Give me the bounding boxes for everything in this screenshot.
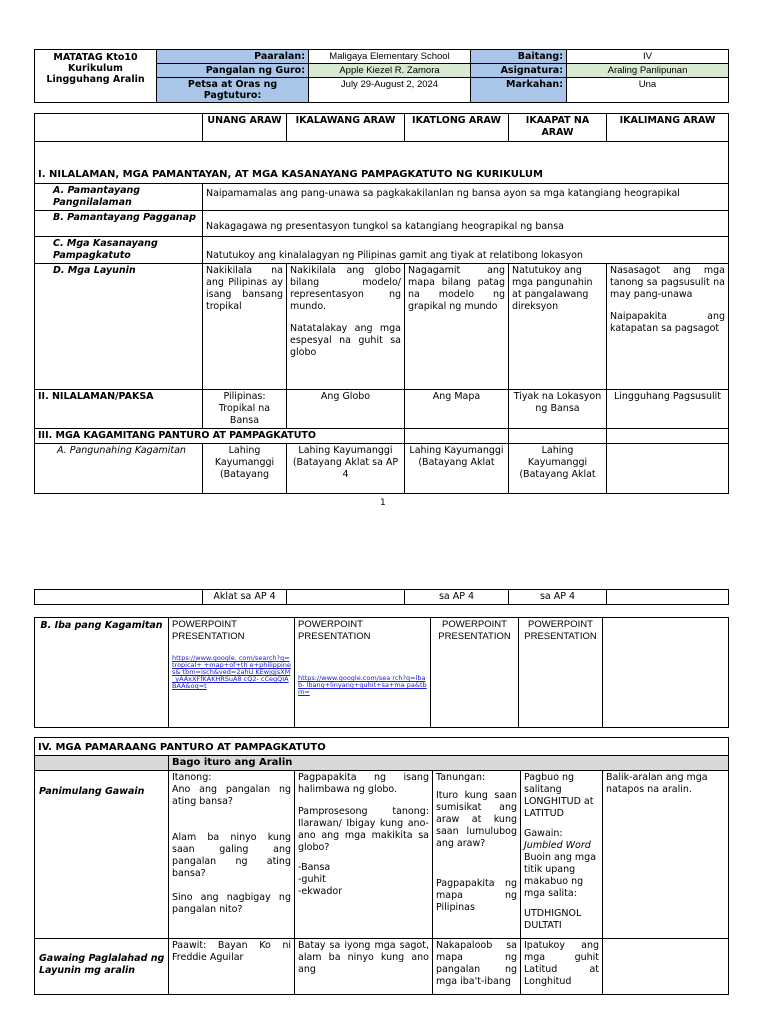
- markahan-label: Markahan:: [471, 78, 567, 103]
- petsa-value: July 29-August 2, 2024: [309, 78, 471, 103]
- paglalahad-day-5: [603, 939, 729, 995]
- paglalahad-day-1: Paawit: Bayan Ko ni Freddie Aguilar: [169, 939, 295, 995]
- gawaing-paglalahad-label: Gawaing Paglalahad ng Layunin mg aralin: [35, 939, 169, 995]
- section-3-cell-5: [509, 429, 607, 444]
- panimulang-day-4: Pagbuo ng salitang LONGHITUD at LATITUD Gawain: Jumbled Word Buoin ang mga titik upang makabuo ng mga salita: UTDHIGNOL DULTATI: [521, 771, 603, 939]
- kagamitan-day-2: Lahing Kayumanggi (Batayang Aklat sa AP 4: [287, 444, 405, 494]
- layunin-day-2: Nakikilala ang globo bilang modelo/ representasyon ng mundo. Natatalakay ang mga espesyal na guhit sa globo: [287, 264, 405, 390]
- iba-kagamitan-day-2: POWERPOINT PRESENTATION https://www.google.com/sea rch?q=lbab- lbang+linyang+guhit+sa+ma pa&tbm=: [295, 618, 431, 728]
- pamantayang-pangnilalaman-text: Naipamamalas ang pang-unawa sa pagkakakilanlan ng bansa ayon sa mga katangiang heograpikal: [203, 184, 729, 211]
- paksa-day-3: Ang Mapa: [405, 390, 509, 429]
- asignatura-value: Araling Panlipunan: [567, 64, 729, 78]
- petsa-label: Petsa at Oras ng Pagtuturo:: [157, 78, 309, 103]
- main-table-page1: [34, 113, 729, 494]
- day-2-header: IKALAWANG ARAW: [287, 114, 405, 142]
- day-4-header: IKAAPAT NA ARAW: [509, 114, 607, 142]
- day-3-header: IKATLONG ARAW: [405, 114, 509, 142]
- lesson-plan-title: MATATAG Kto10 Kurikulum Lingguhang Aralin: [35, 50, 157, 103]
- kasanayang-pampagkatuto-text: Natutukoy ang kinalalagyan ng Pilipinas gamit ang tiyak at relatibong lokasyon: [203, 237, 729, 264]
- section-1-title: I. NILALAMAN, MGA PAMANTAYAN, AT MGA KASANAYANG PAMPAGKATUTO NG KURIKULUM: [35, 142, 729, 184]
- day-5-header: IKALIMANG ARAW: [607, 114, 729, 142]
- iba-kagamitan-day-3: POWERPOINT PRESENTATION: [431, 618, 519, 728]
- baitang-value: IV: [567, 50, 729, 64]
- layunin-day-4: Natutukoy ang mga pangunahin at pangalawang direksyon: [509, 264, 607, 390]
- cont-day-4: sa AP 4: [509, 590, 607, 605]
- paglalahad-day-3: Nakapaloob sa mapa ng pangalan ng mga iba't-ibang: [433, 939, 521, 995]
- paksa-day-2: Ang Globo: [287, 390, 405, 429]
- bago-spacer: [35, 756, 169, 771]
- tropical-map-link[interactable]: https://www.google. com/search?q= tropical+ +map+of+th e+philippines& tbm=isch&ved=2ahU KEwjgjsXM_yAAxXFfKAKHRSuA8 cQ2- cCegQIABAA&oq=t: [172, 654, 291, 690]
- cont-day-3: sa AP 4: [405, 590, 509, 605]
- pamantayang-pangnilalaman-label: A. Pamantayang Pangnilalaman: [35, 184, 203, 211]
- paksa-day-1: Pilipinas: Tropikal na Bansa: [203, 390, 287, 429]
- cont-day-1: Aklat sa AP 4: [203, 590, 287, 605]
- paglalahad-day-4: Ipatukoy ang mga guhit Latitud at Longhitud: [521, 939, 603, 995]
- section-3-cell-6: [607, 429, 729, 444]
- pangunahing-kagamitan-label: A. Pangunahing Kagamitan: [35, 444, 203, 494]
- empty-corner: [35, 114, 203, 142]
- paksa-day-5: Lingguhang Pagsusulit: [607, 390, 729, 429]
- pamantayang-pagganap-label: B. Pamantayang Pagganap: [35, 211, 203, 237]
- kagamitan-day-4: Lahing Kayumanggi (Batayang Aklat: [509, 444, 607, 494]
- section-3-title: III. MGA KAGAMITANG PANTURO AT PAMPAGKATUTO: [35, 429, 405, 444]
- globe-lines-link[interactable]: https://www.google.com/sea rch?q=lbab- lbang+linyang+guhit+sa+ma pa&tbm=: [298, 674, 427, 696]
- kagamitan-day-1: Lahing Kayumanggi (Batayang: [203, 444, 287, 494]
- section-3-cell-4: [405, 429, 509, 444]
- panimulang-day-1: Itanong: Ano ang pangalan ng ating bansa? Alam ba ninyo kung saan galing ang pangalan ng ating bansa? Sino ang nagbigay ng pangalan nito?: [169, 771, 295, 939]
- bago-ituro-heading: Bago ituro ang Aralin: [169, 756, 729, 771]
- layunin-day-1: Nakikilala na ang Pilipinas ay isang bansang tropikal: [203, 264, 287, 390]
- panimulang-day-5: Balik-aralan ang mga natapos na aralin.: [603, 771, 729, 939]
- guro-label: Pangalan ng Guro:: [157, 64, 309, 78]
- cont-day-5: [607, 590, 729, 605]
- panimulang-gawain-label: Panimulang Gawain: [35, 771, 169, 939]
- header-table: [34, 49, 729, 103]
- paksa-day-4: Tiyak na Lokasyon ng Bansa: [509, 390, 607, 429]
- page-number: 1: [380, 498, 386, 508]
- paaralan-label: Paaralan:: [157, 50, 309, 64]
- iba-pang-kagamitan-label: B. Iba pang Kagamitan: [35, 618, 169, 728]
- panimulang-day-3: Tanungan: Ituro kung saan sumisikat ang araw at kung saan lumulubog ang araw? Pagpapakita ng mapa ng Pilipinas: [433, 771, 521, 939]
- iba-pang-kagamitan-table: [34, 617, 729, 728]
- mga-layunin-label: D. Mga Layunin: [35, 264, 203, 390]
- kagamitan-day-5: [607, 444, 729, 494]
- baitang-label: Baitang:: [471, 50, 567, 64]
- cont-empty-label: [35, 590, 203, 605]
- paglalahad-day-2: Batay sa iyong mga sagot, alam ba ninyo kung ano ang: [295, 939, 433, 995]
- day-1-header: UNANG ARAW: [203, 114, 287, 142]
- asignatura-label: Asignatura:: [471, 64, 567, 78]
- iba-kagamitan-day-1: POWERPOINT PRESENTATION https://www.google. com/search?q= tropical+ +map+of+th e+philippines& tbm=isch&ved=2ahU KEwjgjsXM_yAAxXFfKAKHRSuA8 cQ2- cCegQIABAA&oq=t: [169, 618, 295, 728]
- panimulang-day-2: Pagpapakita ng isang halimbawa ng globo. Pamprosesong tanong: Ilarawan/ Ibigay kung ano-ano ang mga makikita sa globo? -Bansa -guhit -ekwador: [295, 771, 433, 939]
- section-4-title: IV. MGA PAMARAANG PANTURO AT PAMPAGKATUTO: [35, 738, 729, 756]
- pamantayang-pagganap-text: Nakagagawa ng presentasyon tungkol sa katangiang heograpikal ng bansa: [203, 211, 729, 237]
- section-4-table: [34, 737, 729, 995]
- kasanayang-pampagkatuto-label: C. Mga Kasanayang Pampagkatuto: [35, 237, 203, 264]
- iba-kagamitan-day-5: [603, 618, 729, 728]
- iba-kagamitan-day-4: POWERPOINT PRESENTATION: [519, 618, 603, 728]
- section-2-title: II. NILALAMAN/PAKSA: [35, 390, 203, 429]
- continuation-row: [34, 589, 729, 605]
- layunin-day-5: Nasasagot ang mga tanong sa pagsusulit na may pang-unawa Naipapakita ang katapatan sa pagsagot: [607, 264, 729, 390]
- guro-value: Apple Kiezel R. Zamora: [309, 64, 471, 78]
- markahan-value: Una: [567, 78, 729, 103]
- paaralan-value: Maligaya Elementary School: [309, 50, 471, 64]
- layunin-day-3: Nagagamit ang mapa bilang patag na modelo ng grapikal ng mundo: [405, 264, 509, 390]
- kagamitan-day-3: Lahing Kayumanggi (Batayang Aklat: [405, 444, 509, 494]
- cont-day-2: [287, 590, 405, 605]
